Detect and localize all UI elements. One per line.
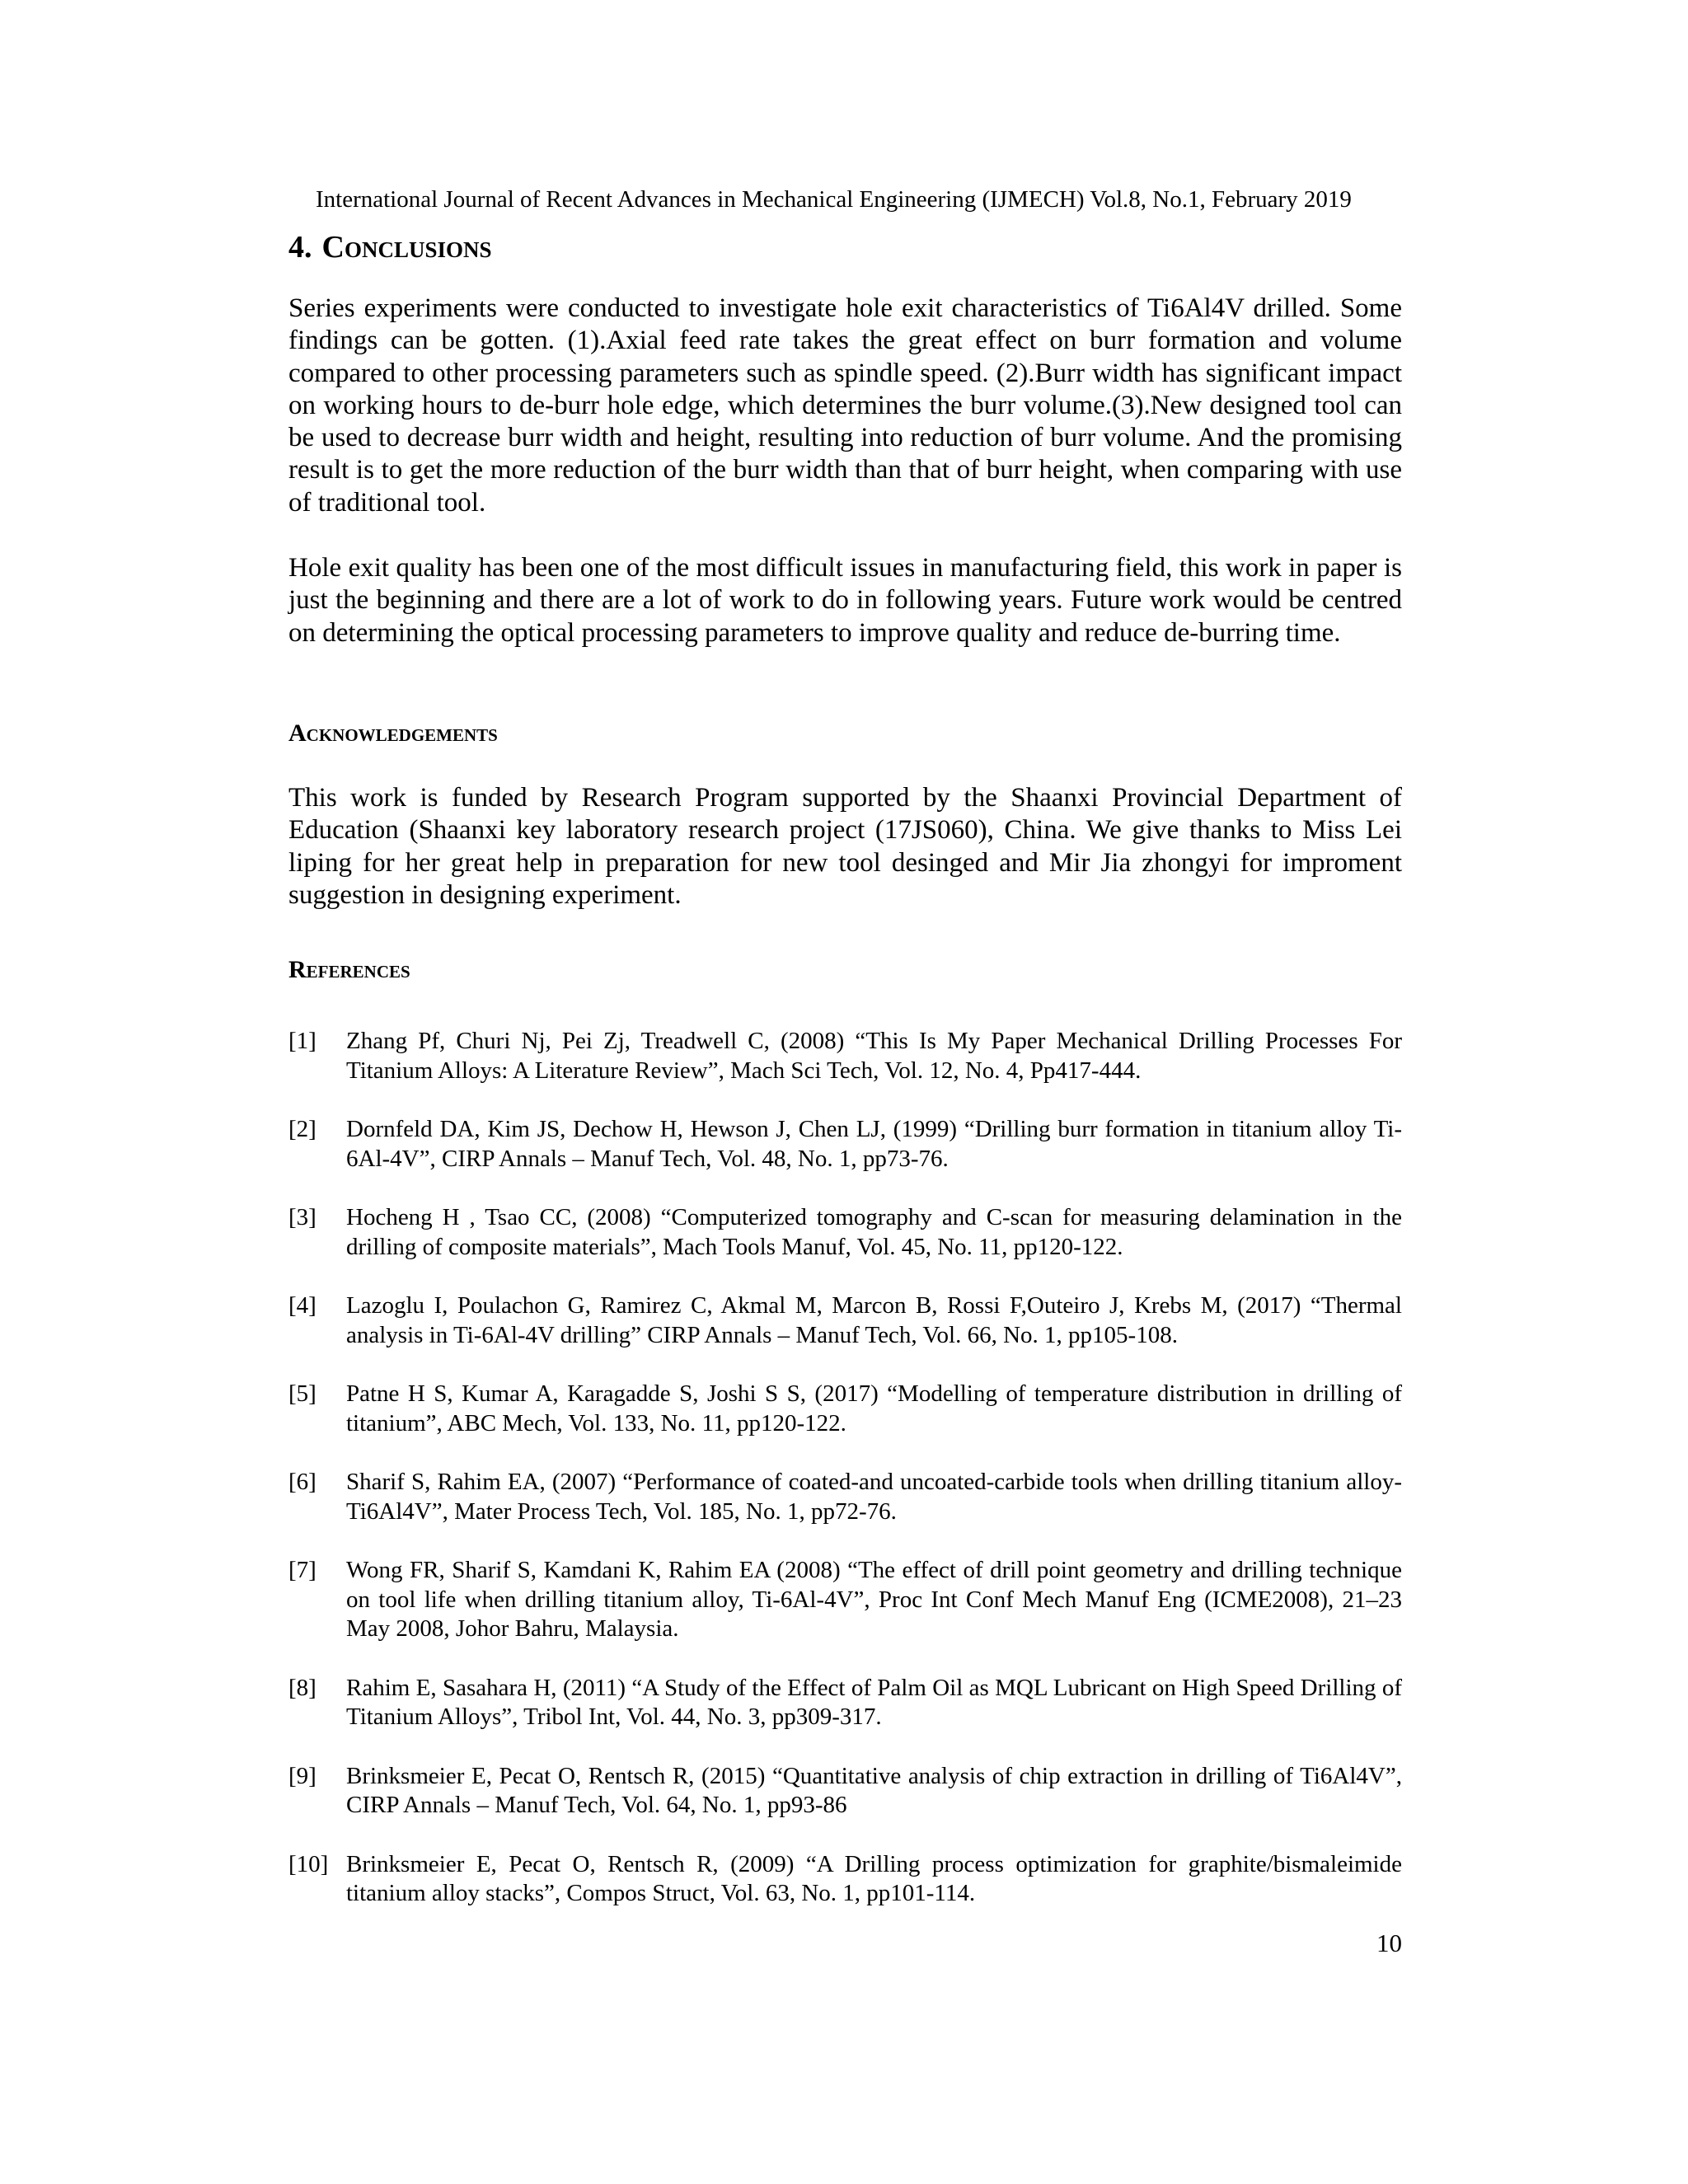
references-heading: References: [288, 956, 410, 983]
reference-number: [2]: [288, 1116, 316, 1142]
reference-text: Hocheng H , Tsao CC, (2008) “Computerized tomography and C-scan for measuring delamination in the drilling of composite materials”, Mach Tools Manuf, Vol. 45, No. 11, pp120-122.: [346, 1204, 1402, 1260]
reference-number: [10]: [288, 1850, 329, 1877]
conclusions-paragraph-2: Hole exit quality has been one of the most difficult issues in manufacturing field, this work in paper is just the beginning and there are a lot of work to do in following years. Future work would be centred on determining the optical processing parameters to improve quality and reduce de-burring time.: [288, 553, 1402, 648]
reference-number: [5]: [288, 1380, 316, 1407]
reference-text: Brinksmeier E, Pecat O, Rentsch R, (2015) “Quantitative analysis of chip extraction in drilling of Ti6Al4V”, CIRP Annals – Manuf Tech, Vol. 64, No. 1, pp93-86: [346, 1762, 1402, 1818]
reference-number: [7]: [288, 1557, 316, 1583]
reference-number: [9]: [288, 1762, 316, 1789]
reference-item: [288, 1850, 1402, 1909]
reference-text: Patne H S, Kumar A, Karagadde S, Joshi S S, (2017) “Modelling of temperature distribution in drilling of titanium”, ABC Mech, Vol. 133, No. 11, pp120-122.: [346, 1380, 1402, 1436]
reference-item: [288, 1674, 1402, 1732]
reference-text: Sharif S, Rahim EA, (2007) “Performance of coated-and uncoated-carbide tools when drilling titanium alloy-Ti6Al4V”, Mater Process Tech, Vol. 185, No. 1, pp72-76.: [346, 1469, 1402, 1525]
reference-item: [288, 1380, 1402, 1438]
section-title-conclusions: [288, 229, 492, 265]
reference-text: Lazoglu I, Poulachon G, Ramirez C, Akmal M, Marcon B, Rossi F,Outeiro J, Krebs M, (2017) “Thermal analysis in Ti-6Al-4V drilling” CIRP Annals – Manuf Tech, Vol. 66, No. 1, pp105-108.: [346, 1292, 1402, 1348]
reference-item: [288, 1291, 1402, 1350]
reference-text: Rahim E, Sasahara H, (2011) “A Study of the Effect of Palm Oil as MQL Lubricant on High Speed Drilling of Titanium Alloys”, Tribol Int, Vol. 44, No. 3, pp309-317.: [346, 1674, 1402, 1730]
acknowledgements-paragraph: This work is funded by Research Program supported by the Shaanxi Provincial Department of Education (Shaanxi key laboratory research project (17JS060), China. We give thanks to Miss Lei liping for her great help in preparation for new tool desinged and Mir Jia zhongyi for improment suggestion in designing experiment.: [288, 783, 1402, 910]
reference-text: Brinksmeier E, Pecat O, Rentsch R, (2009) “A Drilling process optimization for graphite/bismaleimide titanium alloy stacks”, Compos Struct, Vol. 63, No. 1, pp101-114.: [346, 1850, 1402, 1906]
reference-item: [288, 1762, 1402, 1821]
page-number: 10: [1376, 1929, 1402, 1957]
reference-text: Zhang Pf, Churi Nj, Pei Zj, Treadwell C, (2008) “This Is My Paper Mechanical Drilling Processes For Titanium Alloys: A Literature Review”, Mach Sci Tech, Vol. 12, No. 4, Pp417-444.: [346, 1028, 1402, 1084]
reference-item: [288, 1203, 1402, 1262]
reference-item: [288, 1115, 1402, 1174]
acknowledgements-heading: Acknowledgements: [288, 719, 498, 747]
reference-number: [1]: [288, 1028, 316, 1054]
reference-number: [8]: [288, 1674, 316, 1701]
reference-number: [3]: [288, 1204, 316, 1230]
section-title-text: Conclusions: [321, 230, 492, 265]
reference-text: Wong FR, Sharif S, Kamdani K, Rahim EA (2008) “The effect of drill point geometry and drilling technique on tool life when drilling titanium alloy, Ti-6Al-4V”, Proc Int Conf Mech Manuf Eng (ICME2008), 21–23 May 2008, Johor Bahru, Malaysia.: [346, 1557, 1402, 1642]
reference-text: Dornfeld DA, Kim JS, Dechow H, Hewson J, Chen LJ, (1999) “Drilling burr formation in titanium alloy Ti-6Al-4V”, CIRP Annals – Manuf Tech, Vol. 48, No. 1, pp73-76.: [346, 1116, 1402, 1172]
running-header: International Journal of Recent Advances in Mechanical Engineering (IJMECH) Vol.8, No.1, February 2019: [316, 186, 1352, 213]
conclusions-paragraph-1: Series experiments were conducted to investigate hole exit characteristics of Ti6Al4V drilled. Some findings can be gotten. (1).Axial feed rate takes the great effect on burr formation and volume compared to other processing parameters such as spindle speed. (2).Burr width has significant impact on working hours to de-burr hole edge, which determines the burr volume.(3).New designed tool can be used to decrease burr width and height, resulting into reduction of burr volume. And the promising result is to get the more reduction of the burr width than that of burr height, when comparing with use of traditional tool.: [288, 293, 1402, 518]
reference-number: [6]: [288, 1469, 316, 1495]
reference-item: [288, 1468, 1402, 1526]
section-number: 4.: [288, 230, 312, 265]
reference-number: [4]: [288, 1292, 316, 1319]
reference-item: [288, 1556, 1402, 1644]
reference-item: [288, 1027, 1402, 1085]
reference-list: [288, 1027, 1402, 1938]
